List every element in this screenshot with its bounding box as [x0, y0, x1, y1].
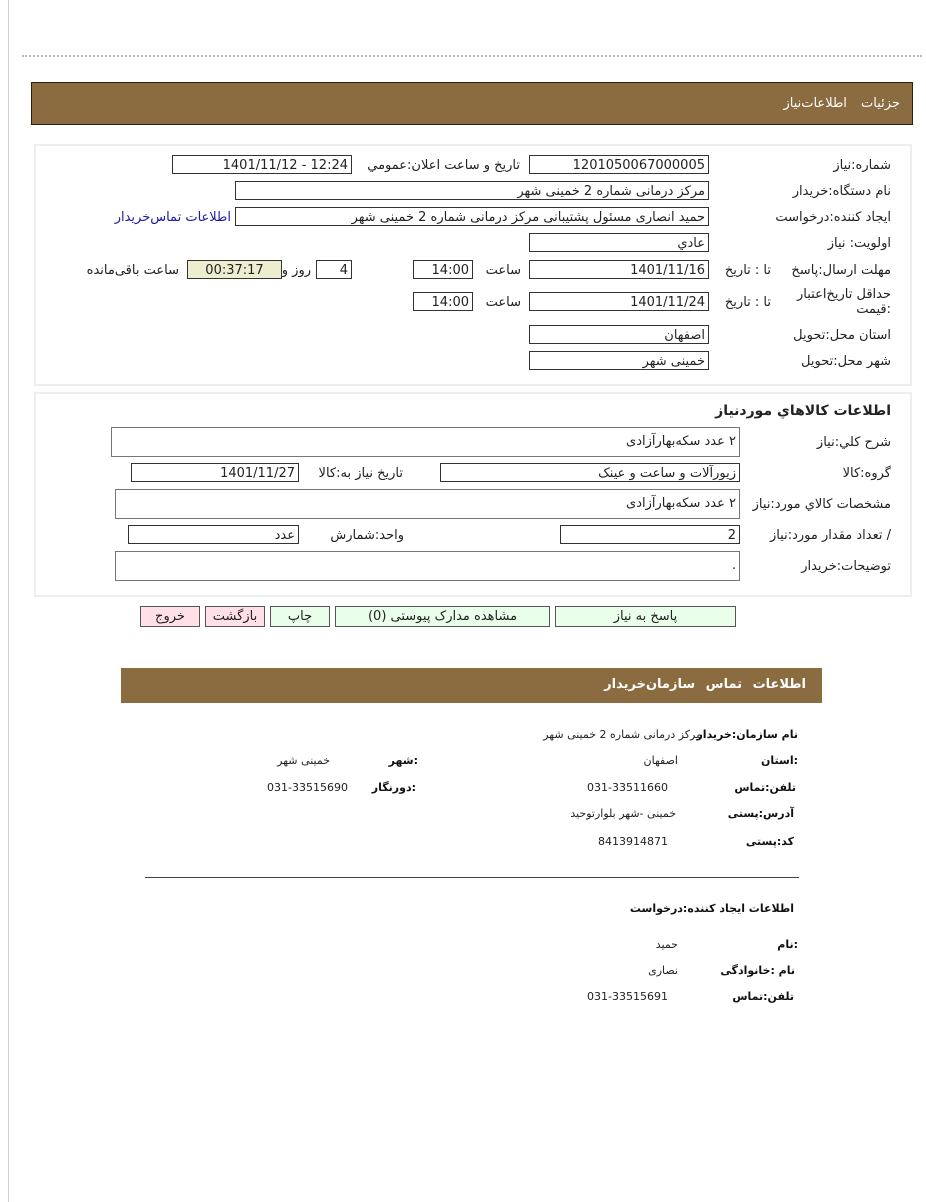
section-divider — [145, 877, 799, 878]
days-and-label: روز و — [281, 263, 311, 278]
details-header-title: جزئیات اطلاعات‌نیاز — [783, 96, 900, 111]
delivery-province-label: استان محل:تحویل — [793, 328, 891, 343]
first-name-label: :نام — [777, 938, 798, 951]
need-number-label: شماره:نیاز — [833, 158, 891, 173]
unit-field[interactable]: عدد — [128, 525, 299, 544]
priority-label: اولویت: نیاز — [827, 236, 891, 251]
need-number-field[interactable]: 1201050067000005 — [529, 155, 709, 174]
unit-label: واحد:شمارش — [330, 528, 404, 543]
delivery-province-field[interactable]: اصفهان — [529, 325, 709, 344]
details-header-bar — [31, 82, 913, 125]
specs-field[interactable]: ۲ عدد سکه‌بهارآزادی — [115, 489, 740, 519]
goods-group-field[interactable]: زیورآلات و ساعت و عینک — [440, 463, 740, 482]
print-button[interactable]: چاپ — [270, 606, 330, 627]
remaining-time-field: 00:37:17 — [187, 260, 282, 279]
response-time-field[interactable]: 14:00 — [413, 260, 473, 279]
need-date-field[interactable]: 1401/11/27 — [131, 463, 299, 482]
response-date-field[interactable]: 1401/11/16 — [529, 260, 709, 279]
general-desc-field[interactable]: ۲ عدد سکه‌بهارآزادی — [111, 427, 740, 457]
buyer-notes-field[interactable]: . — [115, 551, 740, 581]
phone-label: تلفن:تماس — [734, 781, 796, 794]
buyer-org-label: نام دستگاه:خریدار — [792, 184, 891, 199]
need-date-label: تاریخ نیاز به:کالا — [318, 466, 403, 481]
priority-field[interactable]: عادي — [529, 233, 709, 252]
remaining-time-label: ساعت باقی‌مانده — [86, 263, 179, 278]
dotted-divider — [22, 55, 922, 57]
last-name-value: نصاری — [648, 964, 678, 977]
goods-group-label: گروه:کالا — [842, 466, 891, 481]
goods-section-title: اطلاعات کالاهاي موردنیاز — [715, 403, 891, 419]
specs-label: مشخصات کالاي مورد:نیاز — [752, 497, 891, 512]
requester-info-title: اطلاعات ایجاد کننده:درخواست — [629, 902, 794, 915]
price-validity-label: حداقل تاریخ‌اعتبار :قیمت — [797, 287, 891, 317]
org-name-label: نام سازمان:خریدار — [696, 728, 798, 741]
fax-value: 031-33515690 — [267, 781, 348, 794]
buyer-org-field[interactable]: مرکز درمانی شماره 2 خمینی شهر — [235, 181, 709, 200]
address-label: آدرس:پستی — [727, 807, 794, 820]
response-deadline-label: مهلت ارسال:پاسخ — [791, 263, 891, 278]
page-left-border — [8, 0, 9, 1202]
fax-label: :دورنگار — [371, 781, 416, 794]
response-to-date-label: تا : تاریخ — [724, 263, 771, 278]
postal-code-label: کد:پستی — [745, 835, 794, 848]
announce-datetime-field[interactable]: 1401/11/12 - 12:24 — [172, 155, 352, 174]
remaining-days-field: 4 — [316, 260, 352, 279]
price-time-label: ساعت — [485, 295, 521, 310]
last-name-label: نام :خانوادگی — [720, 964, 795, 977]
requester-phone-label: تلفن:تماس — [732, 990, 794, 1003]
first-name-value: حمید — [655, 938, 678, 951]
back-button[interactable]: بازگشت — [205, 606, 265, 627]
quantity-field[interactable]: 2 — [560, 525, 740, 544]
province-value: اصفهان — [643, 754, 678, 767]
city-value: خمینی شهر — [277, 754, 330, 767]
announce-datetime-label: تاریخ و ساعت اعلان:عمومي — [367, 158, 520, 173]
buyer-contact-header-bar — [121, 668, 822, 703]
phone-value: 031-33511660 — [587, 781, 668, 794]
view-attachments-button[interactable]: مشاهده مدارک پیوستی (0) — [335, 606, 550, 627]
requester-label: ایجاد کننده:درخواست — [775, 210, 891, 225]
requester-phone-value: 031-33515691 — [587, 990, 668, 1003]
province-label: :استان — [761, 754, 798, 767]
general-desc-label: شرح کلي:نیاز — [816, 435, 891, 450]
price-validity-date-field[interactable]: 1401/11/24 — [529, 292, 709, 311]
buyer-notes-label: توضیحات:خریدار — [801, 559, 891, 574]
buyer-contact-link[interactable]: اطلاعات تماس‌خریدار — [114, 210, 231, 225]
org-name-value: مرکز درمانی شماره 2 خمینی شهر — [543, 728, 702, 741]
response-time-label: ساعت — [485, 263, 521, 278]
respond-button[interactable]: پاسخ به نیاز — [555, 606, 736, 627]
delivery-city-field[interactable]: خمینی شهر — [529, 351, 709, 370]
exit-button[interactable]: خروج — [140, 606, 200, 627]
delivery-city-label: شهر محل:تحویل — [801, 354, 891, 369]
price-to-date-label: تا : تاریخ — [724, 295, 771, 310]
quantity-label: / تعداد مقدار مورد:نیاز — [769, 528, 891, 543]
price-validity-time-field[interactable]: 14:00 — [413, 292, 473, 311]
requester-field[interactable]: حمید انصاری مسئول پشتیبانی مرکز درمانی شماره 2 خمینی شهر — [235, 207, 709, 226]
buyer-contact-title: اطلاعات تماس سازمان‌خریدار — [604, 677, 806, 692]
postal-code-value: 8413914871 — [598, 835, 668, 848]
city-label: :شهر — [388, 754, 418, 767]
address-value: خمینی -شهر بلوارتوحید — [570, 807, 676, 820]
